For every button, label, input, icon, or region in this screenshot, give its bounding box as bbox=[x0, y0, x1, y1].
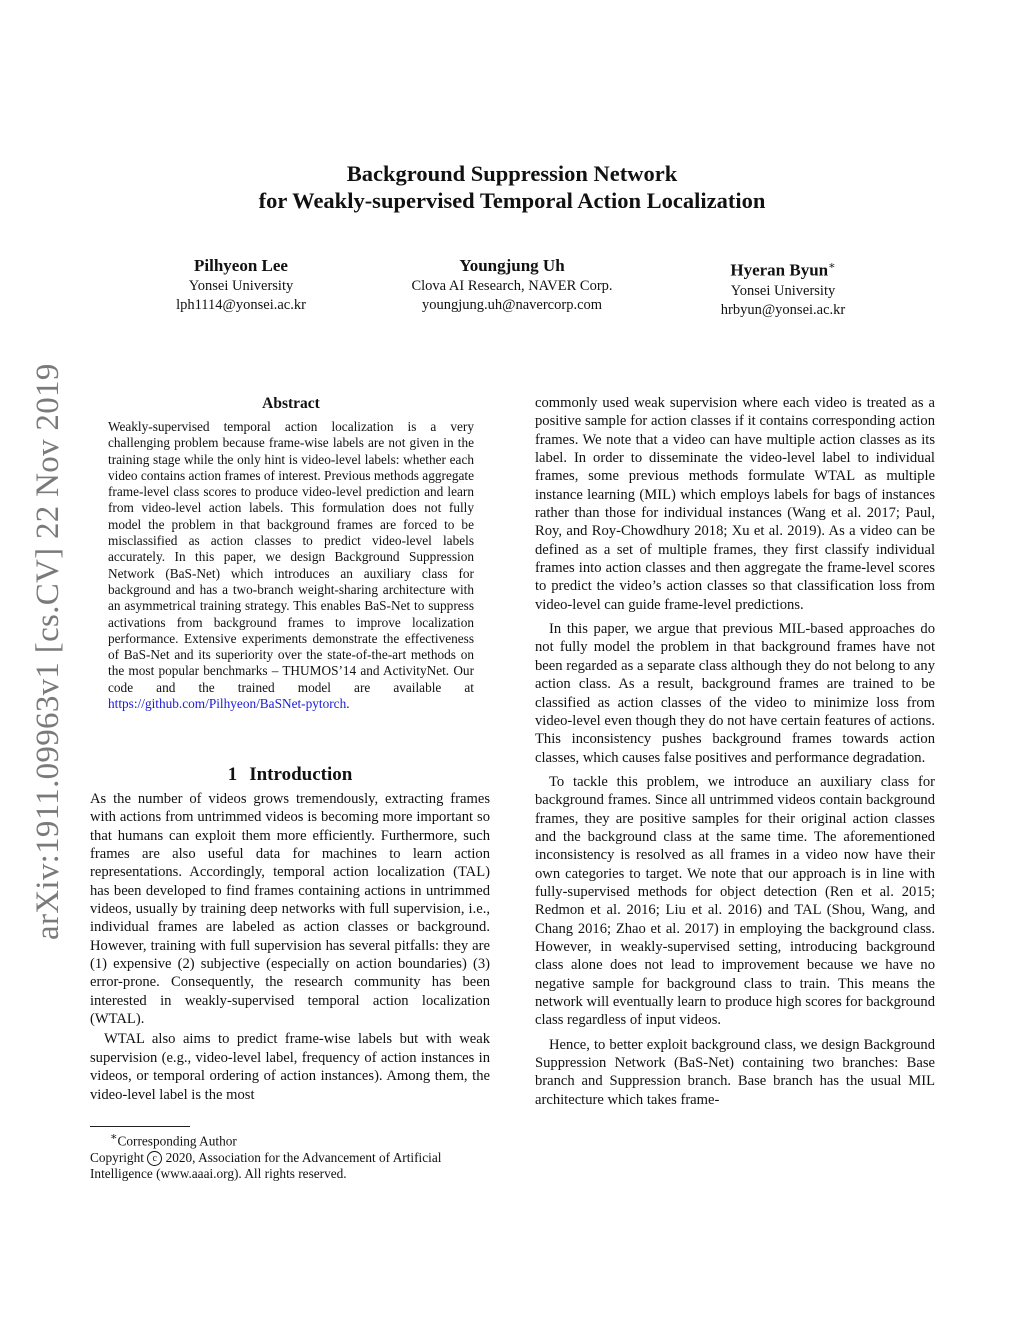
author-block bbox=[362, 255, 662, 315]
abstract-end: . bbox=[346, 696, 350, 712]
author-name: Hyeran Byun∗ bbox=[730, 260, 836, 280]
footnote-rule bbox=[90, 1126, 190, 1127]
author-email: hrbyun@yonsei.ac.kr bbox=[720, 301, 846, 318]
paragraph: As the number of videos grows tremendously, extracting frames with actions from untrimmed videos is becoming more important so that humans can exploit them more efficiently. Furthermore, such frames are also useful data for machines to learn action representations. Accordingly, temporal action localization (TAL) has been developed to find frames containing actions in untrimmed videos, usually by training deep networks with full supervision, i.e., individual frames are labeled as action classes or background. However, training with full supervision has several pitfalls: they are (1) expensive (2) subjective (especially on action boundaries) (3) error-prone. Consequently, the research community has been interested in weakly-supervised temporal action localization (WTAL). bbox=[90, 791, 490, 1028]
paragraph: To tackle this problem, we introduce an auxiliary class for background frames. Since all untrimmed videos contain background frames, they are positive samples for their original action classes and the background class at the same time. The aforementioned inconsistency is resolved as all frames in a video now have their own categories to target. We note that our approach is in line with fully-supervised methods for object detection (Ren et al. 2015; Redmon et al. 2016; Liu et al. 2016) and TAL (Shou, Wang, and Chang 2016; Zhao et al. 2017) in employing the background class. However, in weakly-supervised setting, introducing background class alone does not lead to improvement because we have no negative sample for background class to train. This means the network will eventually learn to produce high scores for background class regardless of input videos. bbox=[535, 773, 935, 1029]
section-heading-introduction bbox=[90, 764, 490, 786]
author-email: youngjung.uh@navercorp.com bbox=[421, 297, 603, 313]
author-block bbox=[633, 255, 933, 320]
footnotes bbox=[90, 1129, 490, 1182]
paragraph: In this paper, we argue that previous MIL-based approaches do not fully model the problem in that background frames have not been regarded as a separate class although they do not belong to any action class. As a result, background frames are trained to be classified as action classes of the video to minimize loss from video-level even though they do not have certain features of actions. This inconsistency pushes background frames towards action classes, which causes false positives and performance degradation. bbox=[535, 621, 935, 766]
paragraph: commonly used weak supervision where each video is treated as a positive sample for action classes if it contains corresponding action frames. We note that a video can have multiple action classes as its label. In order to disseminate the video-level label to individual frames, some previous methods formulate WTAL as multiple instance learning (MIL) which employs labels for bags of instances rather than those for individual instances (Wang et al. 2017; Paul, Roy, and Roy-Chowdhury 2018; Xu et al. 2019). As a video can be defined as a set of multiple frames, they first classify individual frames into action classes and then aggregate the frame-level scores to predict the video’s action classes so that classification loss from video-level can guide frame-level predictions. bbox=[535, 395, 935, 613]
author-affiliation: Yonsei University bbox=[188, 278, 294, 294]
title-line-1: Background Suppression Network bbox=[346, 161, 678, 186]
footnote-corresponding: ∗Corresponding Author bbox=[110, 1131, 237, 1149]
paper-title bbox=[0, 160, 1024, 214]
introduction-left-column bbox=[90, 790, 490, 1104]
paragraph: Hence, to better exploit background class, we design Background Suppression Network (BaS-Net) containing two branches: Base branch and Suppression branch. Base branch has the usual MIL architecture which takes frame- bbox=[535, 1036, 935, 1108]
section-number: 1 bbox=[227, 764, 238, 785]
arxiv-identifier: arXiv:1911.09963v1 [cs.CV] 22 Nov 2019 bbox=[30, 363, 66, 940]
copyright-icon: c bbox=[147, 1151, 162, 1166]
corresponding-mark: ∗ bbox=[828, 260, 836, 272]
abstract-text: Weakly-supervised temporal action localization is a very challenging problem because frame-wise labels are not given in the training stage while the only hint is video-level labels: whether each video contains action frames of interest. Previous methods aggregate frame-level class scores to produce video-level prediction and learn from video-level action labels. This formulation does not fully model the problem in that background frames are forced to be misclassified as action classes to predict video-level labels accurately. In this paper, we design Background Suppression Network (BaS-Net) which introduces an auxiliary class for background and has a two-branch weight-sharing architecture with an asymmetrical training strategy. This enables BaS-Net to suppress activations from background frames to improve localization performance. Extensive experiments demonstrate the effectiveness of BaS-Net and its superiority over the state-of-the-art methods on the most popular benchmarks – THUMOS’14 and ActivityNet. Our code and the trained model are available at bbox=[108, 419, 474, 695]
section-title: Introduction bbox=[249, 764, 353, 785]
author-email: lph1114@yonsei.ac.kr bbox=[176, 297, 306, 313]
code-link[interactable]: https://github.com/Pilhyeon/BaSNet-pytorch bbox=[108, 696, 347, 712]
abstract-heading: Abstract bbox=[262, 395, 320, 412]
footnote-copyright: Copyright c 2020, Association for the Advancement of Artificial Intelligence (www.aaai.org). All rights reserved. bbox=[90, 1149, 442, 1182]
author-affiliation: Yonsei University bbox=[730, 282, 836, 299]
abstract-body bbox=[108, 419, 474, 712]
introduction-right-column bbox=[535, 394, 935, 1109]
author-name: Pilhyeon Lee bbox=[194, 256, 288, 275]
author-affiliation: Clova AI Research, NAVER Corp. bbox=[411, 278, 613, 294]
paragraph: WTAL also aims to predict frame-wise labels but with weak supervision (e.g., video-level label, frequency of action instances in videos, or temporal ordering of action instances). Among them, the video-level label is the most bbox=[90, 1031, 490, 1103]
title-line-2: for Weakly-supervised Temporal Action Localization bbox=[258, 188, 766, 213]
author-block bbox=[91, 255, 391, 315]
author-name: Youngjung Uh bbox=[459, 256, 565, 275]
